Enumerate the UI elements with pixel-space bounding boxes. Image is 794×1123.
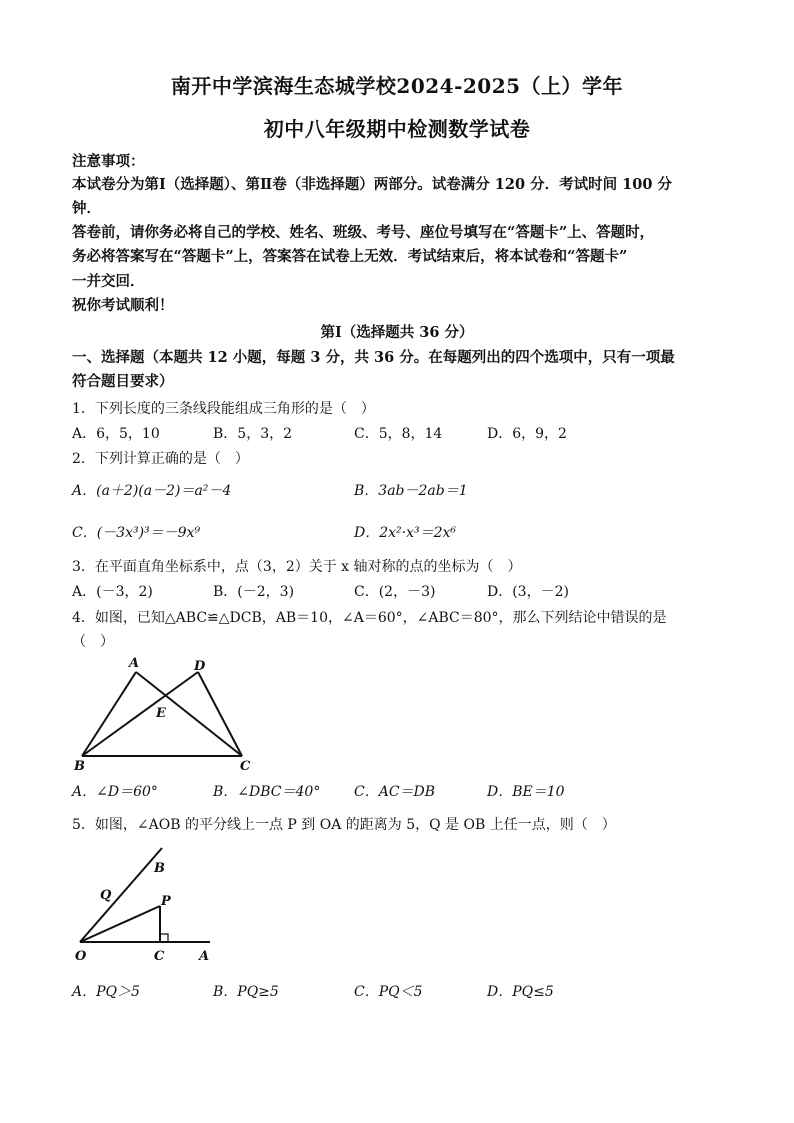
angle-bisector-figure [70,842,220,967]
question-2-stem: 2．下列计算正确的是（ ） [72,451,249,467]
label-b: B [154,861,165,876]
label-a: A [199,949,210,964]
question-5-option-d: D．PQ≤5 [487,984,554,1000]
label-p: P [161,894,171,909]
question-2-option-b: B．3ab－2ab＝1 [354,483,468,499]
label-q: Q [100,888,112,903]
bisector-op [80,906,160,942]
notice-line: 答卷前，请你务必将自己的学校、姓名、班级、考号、座位号填写在“答题卡”上、答题时， [72,224,655,241]
right-angle-mark [160,934,168,942]
question-1-option-a: A．6，5，10 [72,426,160,442]
notice-line: 务必将答案写在“答题卡”上，答案答在试卷上无效．考试结束后，将本试卷和“答题卡” [72,248,628,265]
question-2-option-d: D．2x²·x³＝2x⁶ [354,525,457,541]
triangle-figure [70,652,270,774]
segment-dc [198,672,242,756]
question-2-option-c: C．(－3x³)³＝－9x⁹ [72,525,201,541]
question-4-option-d: D．BE＝10 [487,784,565,800]
label-c: C [154,949,165,964]
question-4-option-a: A．∠D＝60° [72,784,158,800]
notice-line: 钟． [72,200,101,217]
question-2-option-a: A．(a＋2)(a－2)＝a²－4 [72,483,232,499]
segment-bd [82,672,198,756]
notice-heading: 注意事项： [72,153,145,170]
question-4-option-c: C．AC＝DB [354,784,436,800]
ray-ob [80,848,162,942]
label-e: E [156,706,166,721]
label-c: C [240,759,251,774]
section-intro: 一、选择题（本题共 12 小题，每题 3 分，共 36 分。在每题列出的四个选项中，只有一项最 [72,349,675,366]
question-1-option-d: D．6，9，2 [487,426,567,442]
notice-line: 本试卷分为第Ⅰ（选择题）、第Ⅱ卷（非选择题）两部分。试卷满分 120 分．考试时间 100 分 [72,176,672,193]
question-5-option-c: C．PQ＜5 [354,984,423,1000]
exam-title-line2: 初中八年级期中检测数学试卷 [263,117,531,141]
question-3-option-b: B．(－2，3) [213,584,295,600]
segment-ab [82,672,136,756]
exam-title-line1: 南开中学滨海生态城学校2024-2025（上）学年 [170,74,624,98]
section-intro: 符合题目要求） [72,373,174,390]
question-1-option-b: B．5，3，2 [213,426,293,442]
notice-line: 祝你考试顺利！ [72,297,174,314]
question-5-option-b: B．PQ≥5 [213,984,279,1000]
question-5-stem: 5．如图，∠AOB 的平分线上一点 P 到 OA 的距离为 5，Q 是 OB 上任一点，则（ ） [72,817,616,833]
question-3-option-c: C．(2，－3) [354,584,436,600]
segment-ac [136,672,242,756]
question-5-option-a: A．PQ＞5 [72,984,140,1000]
question-3-option-d: D．(3，－2) [487,584,569,600]
question-4-option-b: B．∠DBC＝40° [213,784,321,800]
notice-line: 一并交回． [72,273,145,290]
question-3-option-a: A．(－3，2) [72,584,153,600]
label-o: O [75,949,87,964]
label-d: D [194,659,206,674]
question-1-stem: 1．下列长度的三条线段能组成三角形的是（ ） [72,401,375,417]
section-title: 第Ⅰ（选择题共 36 分） [320,324,474,341]
label-a: A [129,656,140,671]
question-1-option-c: C．5，8，14 [354,426,443,442]
question-3-stem: 3．在平面直角坐标系中，点（3，2）关于 x 轴对称的点的坐标为（ ） [72,559,522,575]
question-4-stem: 4．如图，已知△ABC≌△DCB，AB＝10，∠A＝60°，∠ABC＝80°，那么下列结论中错误的是 [72,610,667,626]
question-4-stem-cont: （ ） [72,634,114,650]
label-b: B [74,759,85,774]
